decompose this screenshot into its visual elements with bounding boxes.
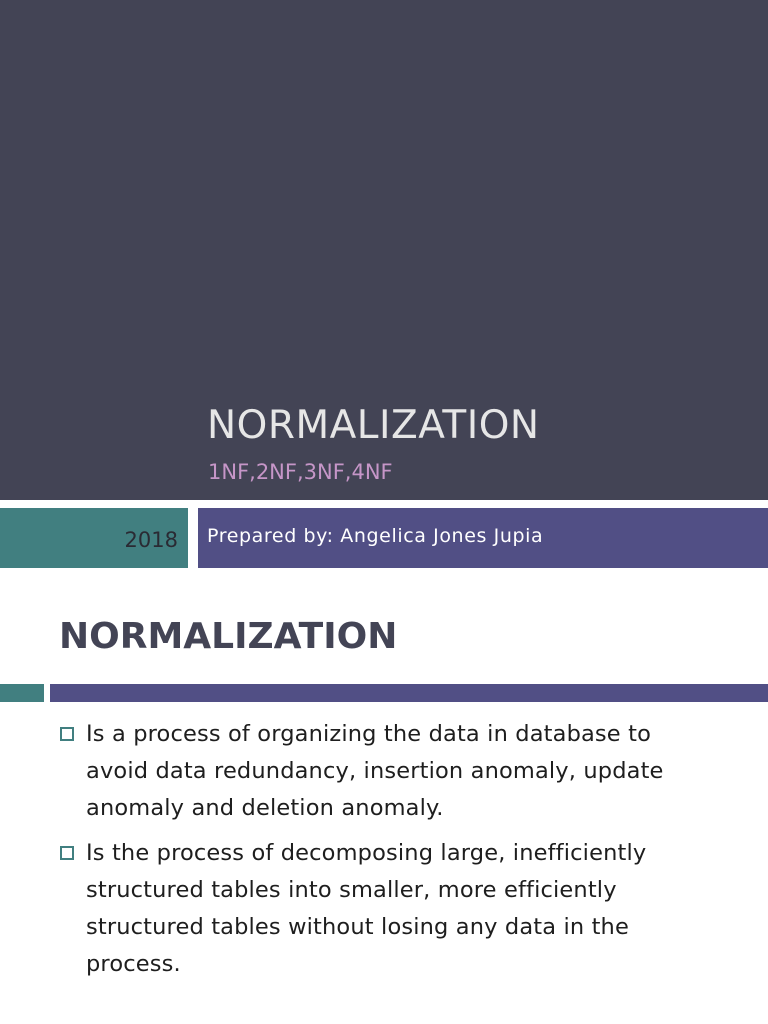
year-label: 2018	[124, 528, 178, 552]
accent-bar-right	[50, 684, 768, 702]
bullet-text: Is the process of decomposing large, inefficiently structured tables into smaller, more efficiently structured tables without losing any data in the process.	[86, 840, 647, 977]
hollow-square-bullet-icon	[60, 846, 74, 860]
content-heading: NORMALIZATION	[59, 616, 398, 657]
list-item	[60, 835, 720, 983]
title-panel	[0, 0, 768, 500]
slide-title: NORMALIZATION	[207, 403, 540, 448]
bullet-text: Is a process of organizing the data in database to avoid data redundancy, insertion anomaly, update anomaly and deletion anomaly.	[86, 721, 664, 821]
list-item	[60, 716, 720, 827]
slide-subtitle: 1NF,2NF,3NF,4NF	[208, 460, 393, 484]
bullet-list	[60, 716, 720, 991]
content-slide	[0, 568, 768, 1024]
accent-bar-left	[0, 684, 44, 702]
author-bar	[198, 508, 768, 568]
prepared-by-label: Prepared by: Angelica Jones Jupia	[207, 525, 544, 547]
year-bar	[0, 508, 188, 568]
hollow-square-bullet-icon	[60, 727, 74, 741]
